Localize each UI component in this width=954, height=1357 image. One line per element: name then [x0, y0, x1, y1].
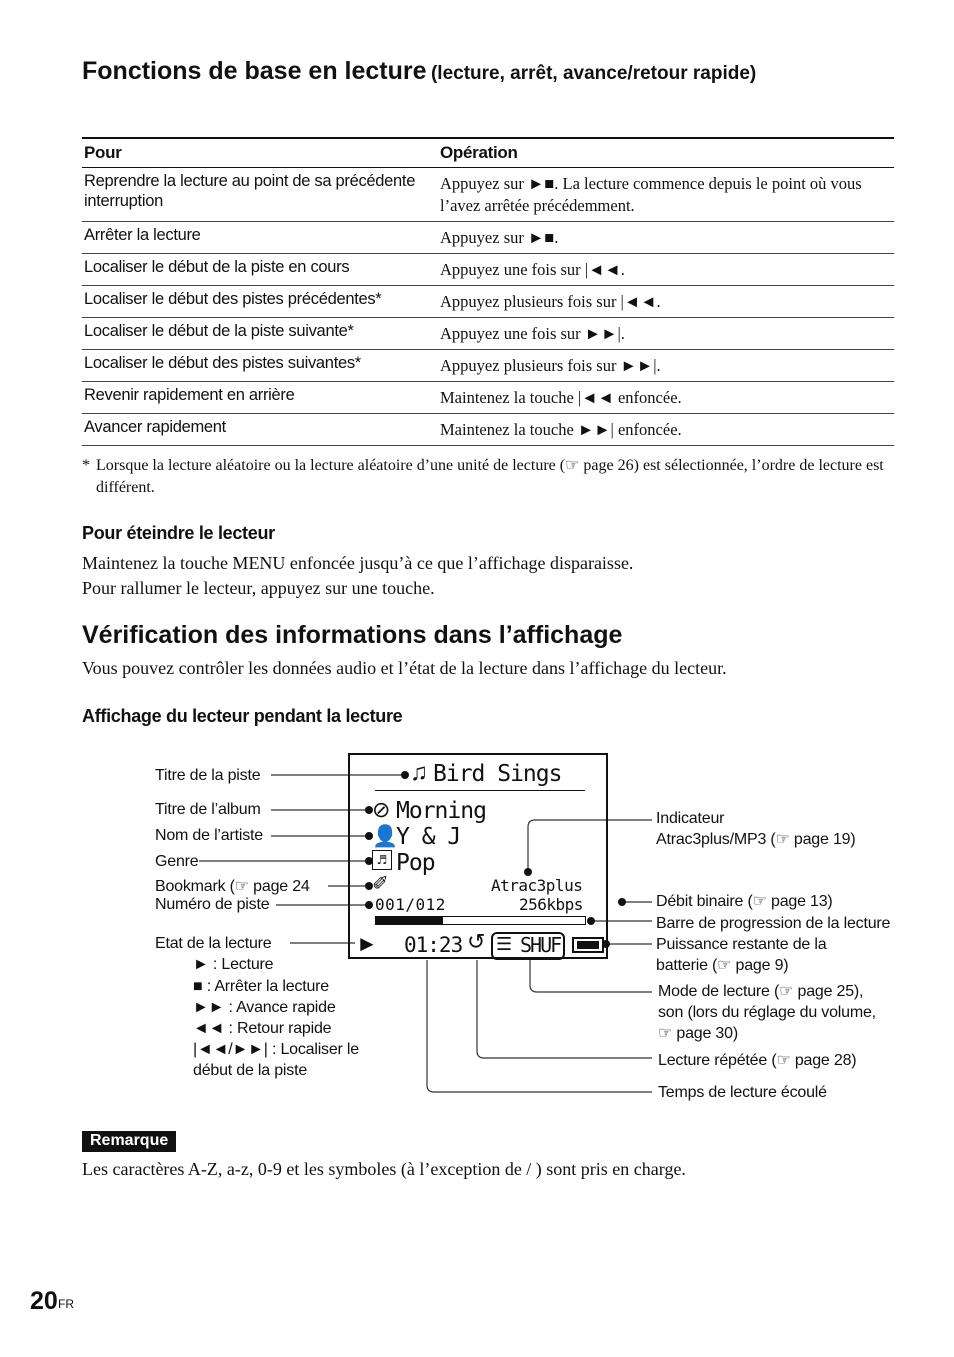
- screen-bitrate: 256kbps: [519, 895, 583, 914]
- cell-pour: Arrêter la lecture: [82, 222, 438, 254]
- power-off-title: Pour éteindre le lecteur: [82, 523, 275, 543]
- cell-op: Maintenez la touche |◄◄ enfoncée.: [438, 382, 894, 414]
- remark-text: Les caractères A-Z, a-z, 0-9 et les symboles (à l’exception de / ) sont pris en charge.: [82, 1159, 686, 1179]
- label-etat-lecture: Etat de la lecture: [155, 935, 272, 952]
- cell-pour: Reprendre la lecture au point de sa précédente interruption: [82, 168, 438, 222]
- artist-person-icon: 👤: [372, 824, 399, 848]
- etat-item: ■ : Arrêter la lecture: [193, 978, 329, 995]
- cell-op: Maintenez la touche ►►| enfoncée.: [438, 414, 894, 446]
- cell-pour: Localiser le début de la piste en cours: [82, 254, 438, 286]
- label-bookmark: Bookmark (☞ page 24: [155, 878, 310, 895]
- label-barre: Barre de progression de la lecture: [656, 915, 891, 932]
- play-state-icon: ►: [356, 931, 378, 956]
- cell-pour: Localiser le début des pistes précédentes*: [82, 286, 438, 318]
- battery-icon: [572, 937, 604, 953]
- etat-item: ► : Lecture: [193, 956, 274, 973]
- cell-op: Appuyez plusieurs fois sur |◄◄.: [438, 286, 894, 318]
- album-disc-icon: ⊘: [372, 797, 391, 822]
- screen-play-mode: SHUF: [520, 933, 561, 957]
- remark-badge: Remarque: [82, 1131, 176, 1152]
- label-puissance-1: Puissance restante de la: [656, 936, 827, 953]
- label-genre: Genre: [155, 853, 199, 870]
- label-repetee: Lecture répétée (☞ page 28): [658, 1052, 857, 1069]
- page-number: 20: [30, 1287, 58, 1315]
- screen-track-title: Bird Sings: [433, 761, 562, 787]
- verification-intro: Vous pouvez contrôler les données audio et l’état de la lecture dans l’affichage du lecteur.: [82, 658, 727, 678]
- power-off-line2: Pour rallumer le lecteur, appuyez sur une touche.: [82, 578, 435, 598]
- header-pour: Pour: [82, 138, 438, 168]
- label-indicateur-2: Atrac3plus/MP3 (☞ page 19): [656, 831, 856, 848]
- label-titre-album: Titre de l’album: [155, 801, 261, 818]
- list-icon: ☰: [496, 934, 513, 955]
- heading-sub: (lecture, arrêt, avance/retour rapide): [430, 63, 757, 84]
- etat-item: ►► : Avance rapide: [193, 999, 336, 1016]
- page-lang: FR: [58, 1297, 74, 1311]
- title-underline: [375, 790, 585, 791]
- etat-item: début de la piste: [193, 1062, 308, 1079]
- screen-artist: Y & J: [396, 824, 461, 850]
- etat-item: |◄◄/►►| : Localiser le: [193, 1041, 359, 1058]
- cell-pour: Localiser le début de la piste suivante*: [82, 318, 438, 350]
- cell-op: Appuyez une fois sur |◄◄.: [438, 254, 894, 286]
- cell-op: Appuyez sur ►■. La lecture commence depuis le point où vous l’avez arrêtée précédemment.: [438, 168, 894, 222]
- label-numero-piste: Numéro de piste: [155, 896, 270, 913]
- music-note-icon: ♫: [410, 760, 428, 786]
- header-operation: Opération: [438, 138, 894, 168]
- screen-genre: Pop: [396, 850, 435, 876]
- verification-title: Vérification des informations dans l’affichage: [82, 621, 623, 649]
- screen-codec: Atrac3plus: [491, 876, 583, 895]
- label-mode-1: Mode de lecture (☞ page 25),: [658, 983, 864, 1000]
- footnote-star: *: [82, 457, 90, 474]
- label-mode-3: ☞ page 30): [658, 1025, 738, 1042]
- cell-op: Appuyez plusieurs fois sur ►►|.: [438, 350, 894, 382]
- cell-pour: Avancer rapidement: [82, 414, 438, 446]
- footnote-text: Lorsque la lecture aléatoire ou la lecture aléatoire d’une unité de lecture (☞ page 26) est sélectionnée, l’ordre de lecture est différent.: [96, 457, 884, 496]
- label-indicateur-1: Indicateur: [656, 810, 725, 827]
- cell-op: Appuyez une fois sur ►►|.: [438, 318, 894, 350]
- screen-elapsed: 01:23: [404, 933, 463, 957]
- etat-item: ◄◄ : Retour rapide: [193, 1020, 332, 1037]
- label-titre-piste: Titre de la piste: [155, 767, 261, 784]
- cell-pour: Localiser le début des pistes suivantes*: [82, 350, 438, 382]
- repeat-icon: ↺: [467, 930, 486, 955]
- bookmark-icon: ✐: [372, 873, 389, 895]
- progress-fill: [376, 917, 443, 924]
- genre-icon: ♬: [372, 850, 392, 870]
- display-section-title: Affichage du lecteur pendant la lecture: [82, 706, 403, 726]
- heading-main: Fonctions de base en lecture: [82, 57, 427, 85]
- power-off-line1: Maintenez la touche MENU enfoncée jusqu’à ce que l’affichage disparaisse.: [82, 553, 634, 573]
- label-puissance-2: batterie (☞ page 9): [656, 957, 789, 974]
- progress-bar: [375, 916, 586, 925]
- cell-pour: Revenir rapidement en arrière: [82, 382, 438, 414]
- label-temps: Temps de lecture écoulé: [658, 1084, 827, 1101]
- screen-track-number: 001/012: [375, 895, 446, 914]
- label-nom-artiste: Nom de l’artiste: [155, 827, 263, 844]
- screen-album: Morning: [396, 798, 486, 824]
- label-debit: Débit binaire (☞ page 13): [656, 893, 833, 910]
- cell-op: Appuyez sur ►■.: [438, 222, 894, 254]
- label-mode-2: son (lors du réglage du volume,: [658, 1004, 876, 1021]
